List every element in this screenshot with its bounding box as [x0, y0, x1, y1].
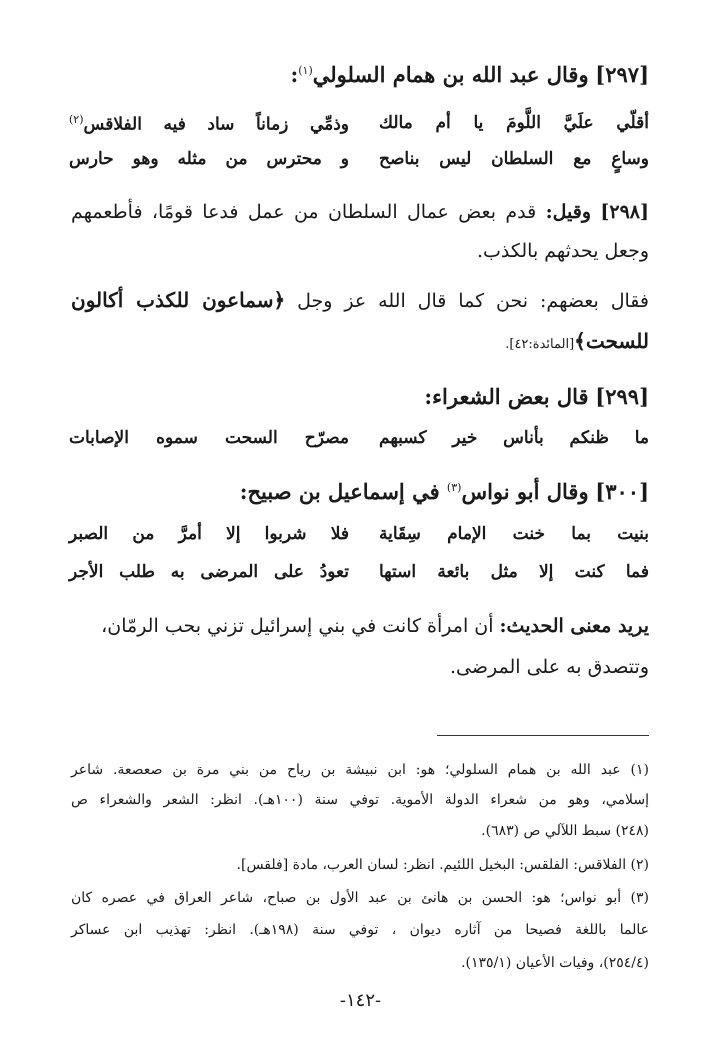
entry-heading-text: وقال عبد الله بن همام السلولي [312, 62, 589, 87]
entry-number: [٢٩٧] [595, 62, 649, 87]
page-number: -١٤٢- [339, 990, 382, 1011]
verse-hemistich: و محترس من مثله وهو حارس [69, 149, 349, 169]
entry-lead: وقيل: [545, 201, 591, 223]
entry-298-line-2: وجعل يحدثهم بالكذب. [476, 240, 649, 262]
verse-hemistich: تعودُ على المرضى به طلب الأجر [69, 562, 349, 582]
footnote-3-line-1: (٣) أبو نواس؛ هو: الحسن بن هانئ بن عبد الأول بن صباح، شاعر العراق في عصره كان [71, 890, 649, 906]
explanation-line-2: وتتصدق به على المرضى. [450, 656, 649, 678]
explanation-line-1 [71, 615, 649, 637]
entry-298-line-1 [71, 201, 649, 223]
verse-hemistich: وساعٍ مع السلطان ليس بناصح [379, 149, 649, 169]
entry-number: [٢٩٨] [600, 201, 650, 223]
entry-heading-text: في إسماعيل بن صبيح: [239, 479, 447, 504]
body-text: فقال بعضهم: نحن كما قال الله عز وجل [285, 290, 649, 312]
verse-hemistich: مصرّح السحت سموه الإصابات [69, 428, 349, 448]
footnote-3-line-2: عالما باللغة فصيحا من آثاره ديوان ، توفي سنة (١٩٨هـ). انظر: تهذيب ابن عساكر [71, 922, 649, 938]
entry-298-para2-line-1 [71, 288, 649, 312]
entry-297-heading [71, 62, 649, 87]
footnote-ref: (١) [298, 64, 313, 77]
verse-hemistich [69, 113, 349, 135]
verse-hemistich: ما ظنكم بأناس خير كسبهم [379, 428, 649, 448]
footnote-ref: (٣) [446, 481, 462, 494]
verse-hemistich: فما كنت إلا مثل بائعة استها [379, 562, 649, 582]
body-text: قدم بعض عمال السلطان من عمل فدعا قومًا، فأطعمهم [71, 201, 537, 223]
quran-reference: [المائدة:٤٢]. [505, 337, 575, 352]
footnote-3-line-3: (٢٥٤/٤)، وفيات الأعيان (١٣٥/١). [461, 955, 649, 971]
heading-colon: : [290, 62, 299, 87]
entry-heading-text: وقال أبو نواس [461, 479, 589, 504]
footnote-1-line-2: إسلامي، وهو من شعراء الدولة الأموية. توفي سنة (١٠٠هـ). انظر: الشعر والشعراء ص [71, 792, 649, 808]
entry-299-heading [71, 384, 649, 409]
verse-hemistich: فلا شربوا إلا أمرَّ من الصبر [69, 524, 349, 544]
verse-text: وذمِّي زماناً ساد فيه الفلاقس [83, 114, 349, 135]
footnote-divider [437, 735, 649, 736]
verse-hemistich: بنيت بما خنت الإمام سِقَاية [379, 524, 649, 544]
footnote-2-line-1: (٢) الفلاقس: الفلقس: البخيل اللئيم. انظر: لسان العرب، مادة [فلقس]. [236, 857, 649, 873]
body-text: أن امرأة كانت في بني إسرائيل تزني بحب الرمّان، [101, 615, 500, 637]
entry-heading-text: قال بعض الشعراء: [424, 384, 589, 409]
entry-number: [٣٠٠] [595, 479, 649, 504]
quran-quote: ﴿سماعون للكذب أكالون [71, 288, 286, 312]
entry-300-heading [71, 479, 649, 504]
entry-298-para2-line-2 [71, 329, 649, 353]
footnote-1-line-3: (٢٤٨) سبط اللآلي ص (٦٨٣). [481, 823, 649, 839]
entry-number: [٢٩٩] [595, 384, 649, 409]
footnote-1-line-1: (١) عبد الله بن همام السلولي؛ هو: ابن نبيشة بن رياح من بني مرة بن صعصعة. شاعر [71, 762, 649, 778]
quran-quote: للسحت﴾ [574, 329, 649, 353]
footnote-ref: (٢) [69, 113, 84, 126]
explanation-lead: يريد معنى الحديث: [499, 615, 649, 637]
verse-hemistich: أقلّي علَيَّ اللَّومَ يا أم مالك [379, 113, 649, 133]
